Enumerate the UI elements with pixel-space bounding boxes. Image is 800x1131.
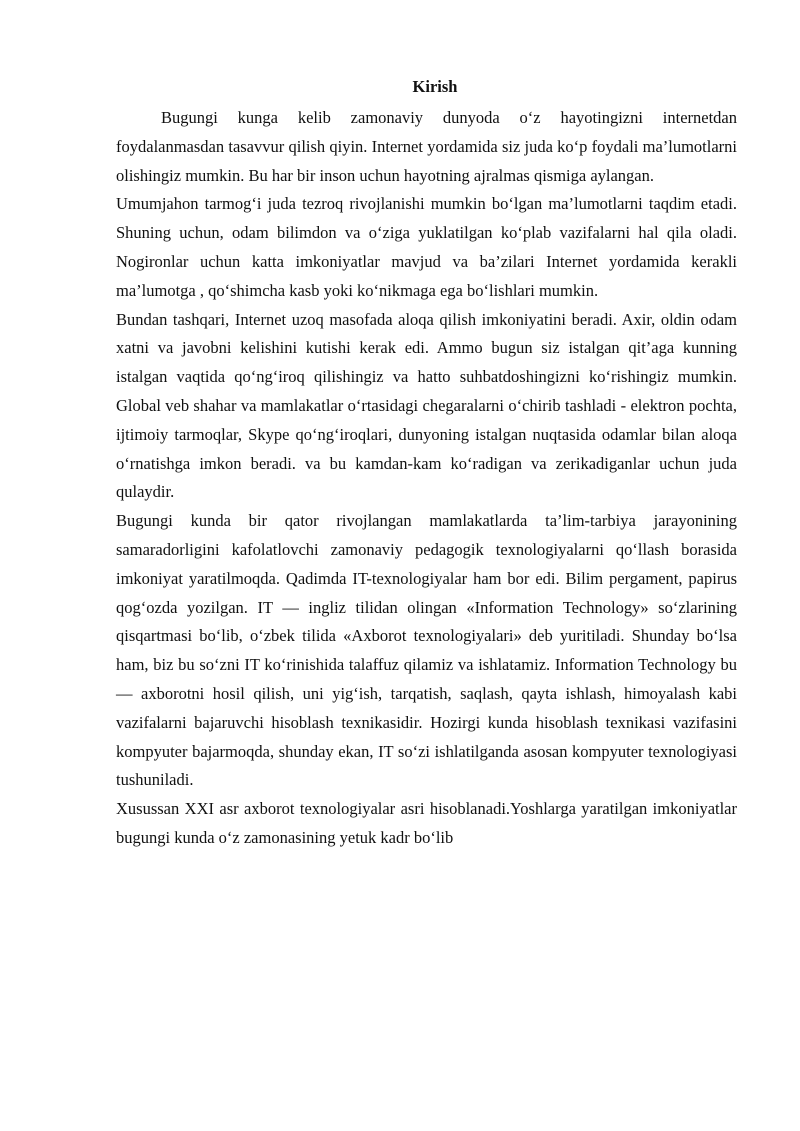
paragraph-intro: Bugungi kunga kelib zamonaviy dunyoda o‘z hayotingizni internetdan foydalanmasdan tasavvur qilish qiyin. Internet yordamida siz juda ko‘p foydali ma’lumotlarni olishingiz mumkin. Bu har bir inson uchun hayotning ajralmas qismiga aylangan.	[116, 108, 737, 185]
page-title: Kirish	[412, 77, 458, 96]
paragraph-it-technology: Bugungi kunda bir qator rivojlangan mamlakatlarda ta’lim-tarbiya jarayonining samaradorligini kafolatlovchi zamonaviy pedagogik texnologiyalarni qo‘llash borasida imkoniyat yaratilmoqda. Qadimda IT-texnologiyalar ham bor edi. Bilim pergament, papirus qog‘ozda yozilgan. IT — ingliz tilidan olingan «Information Technology» so‘zlarining qisqartmasi bo‘lib, o‘zbek tilida «Axborot texnologiyalari» deb yuritiladi. Shunday bo‘lsa ham, biz bu so‘zni IT ko‘rinishida talaffuz qilamiz va ishlatamiz. Information Technology bu — axborotni hosil qilish, uni yig‘ish, tarqatish, saqlash, qayta ishlash, himoyalash kabi vazifalarni bajaruvchi hisoblash texnikasidir. Hozirgi kunda hisoblash texnikasi vazifasini kompyuter bajarmoqda, shunday ekan, IT so‘zi ishlatilganda asosan kompyuter texnologiyasi tushuniladi.	[116, 511, 737, 790]
paragraph-communication: Bundan tashqari, Internet uzoq masofada aloqa qilish imkoniyatini beradi. Axir, oldin odam xatni va javobni kelishini kutishi kerak edi. Ammo bugun siz istalgan qit’aga kunning istalgan vaqtida qo‘ng‘iroq qilishingiz va hatto suhbatdoshingizni ko‘rishingiz mumkin. Global veb shahar va mamlakatlar o‘rtasidagi chegaralarni o‘chirib tashladi - elektron pochta, ijtimoiy tarmoqlar, Skype qo‘ng‘iroqlari, dunyoning istalgan nuqtasida odamlar bilan aloqa o‘rnatishga imkon beradi. va bu kamdan-kam ko‘radigan va zerikadiganlar uchun juda qulaydir.	[116, 309, 737, 502]
document-body	[116, 104, 737, 853]
paragraph-21st-century: Xusussan XXI asr axborot texnologiyalar asri hisoblanadi.Yoshlarga yaratilgan imkoniyatlar bugungi kunda o‘z zamonasining yetuk kadr bo‘lib	[116, 799, 737, 847]
paragraph-world-network: Umumjahon tarmog‘i juda tezroq rivojlanishi mumkin bo‘lgan ma’lumotlarni taqdim etadi. Shuning uchun, odam bilimdon va o‘ziga yuklatilgan ko‘plab vazifalarni hal qila oladi. Nogironlar uchun katta imkoniyatlar mavjud va ba’zilari Internet yordamida kerakli ma’lumotga , qo‘shimcha kasb yoki ko‘nikmaga ega bo‘lishlari mumkin.	[116, 194, 737, 300]
